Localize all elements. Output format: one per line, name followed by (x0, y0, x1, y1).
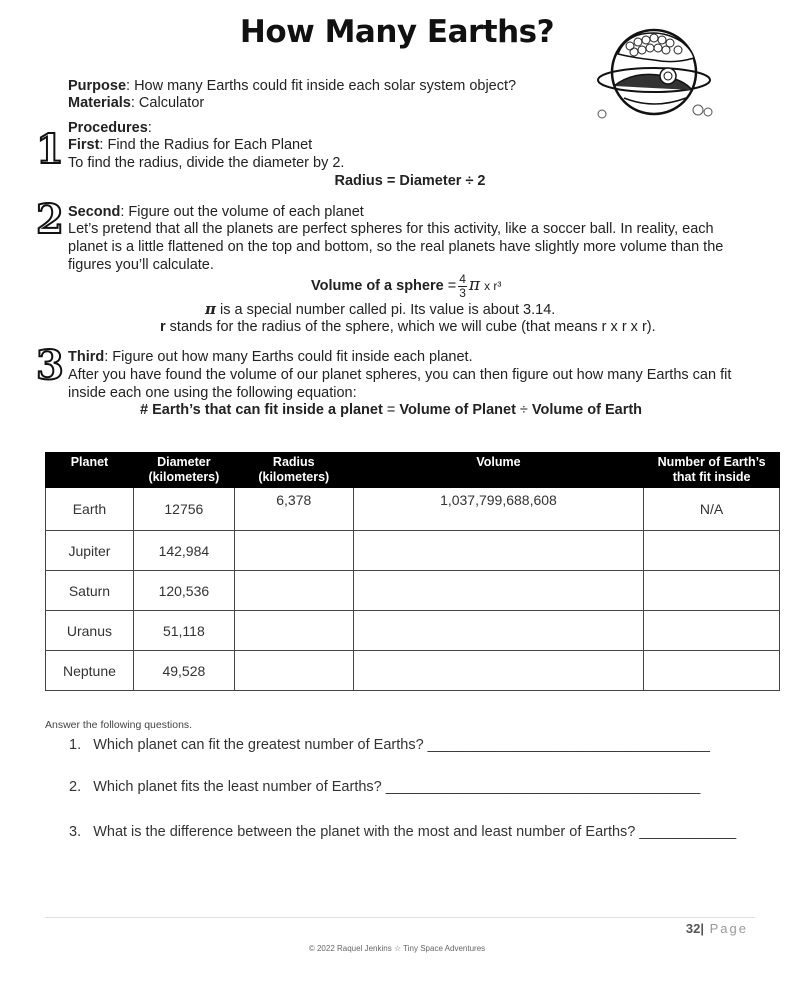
table-row: Jupiter 142,984 (46, 531, 780, 571)
step-3-number: 3 (36, 342, 64, 389)
step-2-heading: Second: Figure out the volume of each planet (68, 204, 364, 220)
table-row: Uranus 51,118 (46, 611, 780, 651)
question-1[interactable]: 1. Which planet can fit the greatest number of Earths? ___________________________________ (69, 737, 710, 753)
header-planet: Planet (46, 453, 134, 488)
table-header-row (46, 453, 780, 488)
step-2-number: 2 (36, 196, 64, 243)
table-row: Saturn 120,536 (46, 571, 780, 611)
step-2-text-1: Let’s pretend that all the planets are perfect spheres for this activity, like a soccer ball. In reality, each (68, 221, 714, 237)
planet-illustration-icon (594, 24, 718, 128)
pi-note: π is a special number called pi. Its value is about 3.14. (205, 300, 556, 318)
r-note: r stands for the radius of the sphere, which we will cube (that means r x r x r). (160, 319, 656, 335)
procedures-heading: Procedures: (68, 120, 152, 136)
step-1-heading: First: Find the Radius for Each Planet (68, 137, 313, 153)
worksheet-title: How Many Earths? (239, 14, 555, 50)
step-2-text-3: figures you’ll calculate. (68, 257, 214, 273)
question-3[interactable]: 3. What is the difference between the planet with the most and least number of Earths? ____________ (69, 824, 737, 840)
purpose-line: Purpose: How many Earths could fit inside each solar system object? (68, 78, 517, 94)
header-volume: Volume (353, 453, 644, 488)
header-diameter: Diameter (kilometers) (133, 453, 234, 488)
header-radius: Radius (kilometers) (234, 453, 353, 488)
materials-line: Materials: Calculator (68, 95, 205, 111)
copyright: © 2022 Raquel Jenkins ☆ Tiny Space Adventures (308, 944, 486, 953)
planet-table (45, 452, 780, 691)
step-1-number: 1 (36, 126, 64, 173)
questions-intro: Answer the following questions. (45, 719, 193, 731)
step-2-text-2: planet is a little flattened on the top and bottom, so the real planets have slightly more volume than the (68, 239, 724, 255)
earths-formula: # Earth’s that can fit inside a planet = Volume of Planet ÷ Volume of Earth (140, 402, 643, 418)
question-2[interactable]: 2. Which planet fits the least number of Earths? _______________________________________ (69, 779, 701, 795)
table-row: Neptune 49,528 (46, 651, 780, 691)
footer-divider (45, 917, 755, 918)
radius-formula: Radius = Diameter ÷ 2 (334, 173, 486, 189)
step-1-text: To find the radius, divide the diameter by 2. (68, 155, 345, 171)
volume-formula: Volume of a sphere = $\frac{4}{3}$ π x r³ (311, 271, 502, 300)
table-row: Earth 12756 6,378 1,037,799,688,608 N/A (46, 488, 780, 531)
step-3-heading: Third: Figure out how many Earths could fit inside each planet. (68, 349, 473, 365)
page-number: 32| Page (685, 921, 748, 936)
step-3-text-1: After you have found the volume of our planet spheres, you can then figure out how many Earths can fit (68, 367, 732, 383)
step-3-text-2: inside each one using the following equation: (68, 385, 357, 401)
header-number-of-earths: Number of Earth’s that fit inside (644, 453, 780, 488)
